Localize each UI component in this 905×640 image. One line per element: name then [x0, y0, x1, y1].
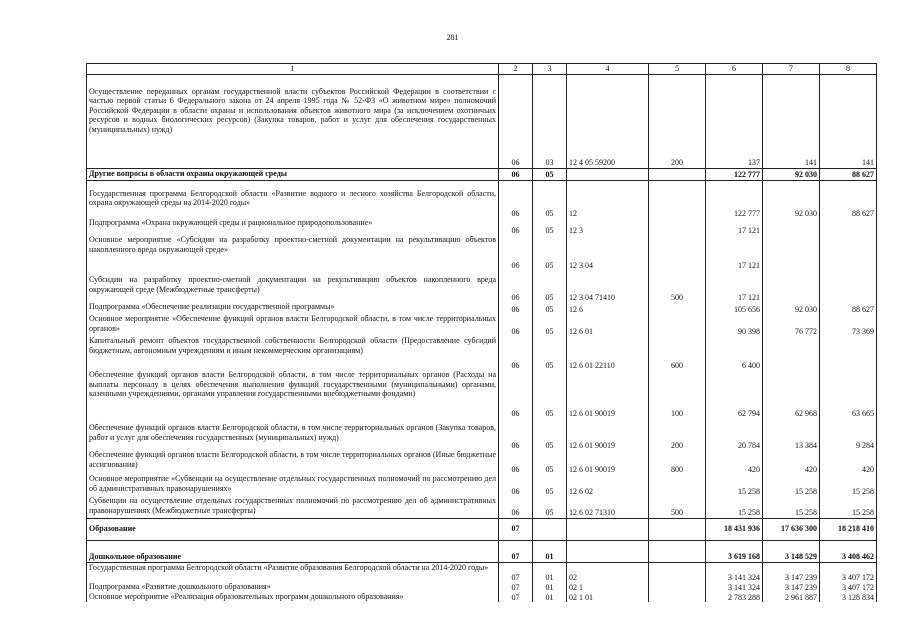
column-header: 7	[763, 64, 820, 75]
target-article-code: 12 4 05 59200	[567, 74, 649, 168]
section-code: 06	[499, 270, 533, 302]
amount-col-6: 122 777	[706, 180, 763, 218]
expense-type-code	[649, 592, 706, 602]
column-header: 8	[820, 64, 877, 75]
amount-col-6: 17 121	[706, 235, 763, 270]
amount-col-7	[763, 336, 820, 370]
table-row	[87, 370, 877, 418]
amount-col-6: 90 398	[706, 314, 763, 336]
column-number-header	[87, 64, 877, 75]
amount-col-7: 2 961 887	[763, 592, 820, 602]
table-row	[87, 518, 877, 540]
amount-col-6: 3 619 168	[706, 540, 763, 562]
subsection-code: 01	[533, 562, 567, 582]
section-code: 06	[499, 314, 533, 336]
target-article-code: 12 6 01	[567, 314, 649, 336]
column-header: 3	[533, 64, 567, 75]
amount-col-8: 73 369	[820, 314, 877, 336]
amount-col-6: 122 777	[706, 168, 763, 180]
row-description: Основное мероприятие «Субвенции на осуществление отдельных государственных полномочий по рассмотрению дел об административных правонарушениях»	[87, 474, 499, 496]
amount-col-6: 137	[706, 74, 763, 168]
subsection-code: 01	[533, 582, 567, 592]
row-description: Другие вопросы в области охраны окружающей среды	[87, 168, 499, 180]
table-row	[87, 540, 877, 562]
target-article-code: 12	[567, 180, 649, 218]
amount-col-7: 141	[763, 74, 820, 168]
subsection-code: 01	[533, 592, 567, 602]
target-article-code: 12 3 04	[567, 235, 649, 270]
amount-col-7: 62 968	[763, 370, 820, 418]
expense-type-code	[649, 562, 706, 582]
amount-col-7: 15 258	[763, 474, 820, 496]
target-article-code: 02	[567, 562, 649, 582]
section-code: 06	[499, 474, 533, 496]
section-code: 06	[499, 74, 533, 168]
amount-col-6: 420	[706, 450, 763, 474]
target-article-code	[567, 168, 649, 180]
expense-type-code	[649, 518, 706, 540]
amount-col-6: 105 656	[706, 302, 763, 314]
page-number: 281	[446, 33, 459, 42]
section-code: 06	[499, 218, 533, 235]
amount-col-6: 18 431 936	[706, 518, 763, 540]
expense-type-code	[649, 302, 706, 314]
row-description: Основное мероприятие «Субсидии на разработку проектно-сметной документации на рекультивацию объектов накопленного вреда окружающей среде»	[87, 235, 499, 270]
amount-col-8: 420	[820, 450, 877, 474]
amount-col-6: 2 783 288	[706, 592, 763, 602]
section-code: 06	[499, 302, 533, 314]
column-header: 5	[649, 64, 706, 75]
amount-col-8	[820, 270, 877, 302]
amount-col-8: 63 665	[820, 370, 877, 418]
amount-col-8: 3 407 172	[820, 582, 877, 592]
amount-col-8: 9 284	[820, 418, 877, 450]
row-description: Субвенции на осуществление отдельных государственных полномочий по рассмотрению дел об административных правонарушениях (Межбюджетные трансферты)	[87, 496, 499, 518]
table-row	[87, 314, 877, 336]
amount-col-7: 3 147 239	[763, 562, 820, 582]
amount-col-6: 62 794	[706, 370, 763, 418]
row-description: Государственная программа Белгородской области «Развитие образования Белгородской области на 2014-2020 годы»	[87, 562, 499, 582]
target-article-code: 12 6 02 71310	[567, 496, 649, 518]
expense-type-code: 200	[649, 418, 706, 450]
row-description: Основное мероприятие «Реализация образовательных программ дошкольного образования»	[87, 592, 499, 602]
amount-col-7	[763, 235, 820, 270]
amount-col-6: 6 400	[706, 336, 763, 370]
amount-col-8	[820, 235, 877, 270]
budget-table	[86, 63, 877, 602]
amount-col-6: 15 258	[706, 474, 763, 496]
column-header: 2	[499, 64, 533, 75]
amount-col-8: 3 408 462	[820, 540, 877, 562]
amount-col-8: 15 258	[820, 496, 877, 518]
subsection-code: 05	[533, 314, 567, 336]
row-description: Осуществление переданных органам государственной власти субъектов Российской Федерации в соответствии с частью первой статьи 6 Федерального закона от 24 апреля 1995 года № 52-ФЗ «О животном мире» полномочий Российской Федерации в области охраны и использования объектов животного мира (за исключением охотничьих ресурсов и водных биологических ресурсов) (Закупка товаров, работ и услуг для обеспечения государственных (муниципальных) нужд)	[87, 74, 499, 168]
target-article-code: 12 6 01 22110	[567, 336, 649, 370]
target-article-code: 12 3 04 71410	[567, 270, 649, 302]
section-code: 06	[499, 336, 533, 370]
table-row	[87, 302, 877, 314]
table-row	[87, 168, 877, 180]
row-description: Субсидии на разработку проектно-сметной документации на рекультивацию объектов накопленного вреда окружающей среде (Межбюджетные трансферты)	[87, 270, 499, 302]
section-code: 07	[499, 582, 533, 592]
section-code: 06	[499, 168, 533, 180]
amount-col-7: 3 147 239	[763, 582, 820, 592]
expense-type-code: 800	[649, 450, 706, 474]
section-code: 06	[499, 418, 533, 450]
target-article-code: 02 1	[567, 582, 649, 592]
row-description: Образование	[87, 518, 499, 540]
subsection-code: 05	[533, 418, 567, 450]
row-description: Обеспечение функций органов власти Белгородской области, в том числе территориальных органов (Закупка товаров, работ и услуг для обеспечения государственных (муниципальных) нужд)	[87, 418, 499, 450]
amount-col-7: 76 772	[763, 314, 820, 336]
row-description: Дошкольное образование	[87, 540, 499, 562]
amount-col-7	[763, 270, 820, 302]
subsection-code: 05	[533, 496, 567, 518]
subsection-code: 05	[533, 168, 567, 180]
subsection-code: 05	[533, 370, 567, 418]
amount-col-8: 88 627	[820, 180, 877, 218]
table-row	[87, 450, 877, 474]
row-description: Обеспечение функций органов власти Белгородской области, в том числе территориальных органов (Расходы на выплаты персоналу в целях обеспечения выполнения функций государственными (муниципальными) органами, казенными учреждениями, органами управления государственными внебюджетными фондами)	[87, 370, 499, 418]
row-description: Обеспечение функций органов власти Белгородской области, в том числе территориальных органов (Иные бюджетные ассигнования)	[87, 450, 499, 474]
target-article-code: 12 6	[567, 302, 649, 314]
row-description: Подпрограмма «Обеспечение реализации государственной программы»	[87, 302, 499, 314]
expense-type-code	[649, 540, 706, 562]
amount-col-8: 88 627	[820, 302, 877, 314]
amount-col-8: 88 627	[820, 168, 877, 180]
row-description: Капитальный ремонт объектов государственной собственности Белгородской области (Предоставление субсидий бюджетным, автономным учреждениям и иным некоммерческим организациям)	[87, 336, 499, 370]
table-row	[87, 592, 877, 602]
column-header: 1	[87, 64, 499, 75]
subsection-code: 05	[533, 336, 567, 370]
column-header: 4	[567, 64, 649, 75]
amount-col-6: 3 141 324	[706, 562, 763, 582]
table-row	[87, 218, 877, 235]
subsection-code: 05	[533, 450, 567, 474]
section-code: 06	[499, 370, 533, 418]
amount-col-7: 420	[763, 450, 820, 474]
section-code: 06	[499, 180, 533, 218]
table-row	[87, 582, 877, 592]
table-row	[87, 336, 877, 370]
amount-col-6: 17 121	[706, 270, 763, 302]
amount-col-6: 17 121	[706, 218, 763, 235]
table-row	[87, 74, 877, 168]
amount-col-7: 92 030	[763, 302, 820, 314]
expense-type-code: 600	[649, 336, 706, 370]
target-article-code: 12 6 01 90019	[567, 418, 649, 450]
amount-col-8: 3 128 834	[820, 592, 877, 602]
row-description: Подпрограмма «Развитие дошкольного образования»	[87, 582, 499, 592]
table-row	[87, 418, 877, 450]
subsection-code: 01	[533, 540, 567, 562]
row-description: Подпрограмма «Охрана окружающей среды и рациональное природопользование»	[87, 218, 499, 235]
expense-type-code	[649, 474, 706, 496]
budget-table-container	[86, 63, 876, 602]
subsection-code: 05	[533, 474, 567, 496]
subsection-code: 05	[533, 270, 567, 302]
amount-col-8: 141	[820, 74, 877, 168]
target-article-code	[567, 540, 649, 562]
amount-col-8: 3 407 172	[820, 562, 877, 582]
target-article-code: 12 6 01 90019	[567, 370, 649, 418]
target-article-code: 12 6 02	[567, 474, 649, 496]
section-code: 07	[499, 540, 533, 562]
target-article-code: 02 1 01	[567, 592, 649, 602]
table-row	[87, 562, 877, 582]
amount-col-7: 92 030	[763, 168, 820, 180]
amount-col-7	[763, 218, 820, 235]
amount-col-6: 3 141 324	[706, 582, 763, 592]
amount-col-8	[820, 218, 877, 235]
target-article-code: 12 3	[567, 218, 649, 235]
subsection-code: 03	[533, 74, 567, 168]
expense-type-code	[649, 180, 706, 218]
section-code: 07	[499, 518, 533, 540]
expense-type-code	[649, 218, 706, 235]
expense-type-code: 200	[649, 74, 706, 168]
amount-col-7: 3 148 529	[763, 540, 820, 562]
subsection-code: 05	[533, 302, 567, 314]
expense-type-code: 100	[649, 370, 706, 418]
amount-col-7: 92 030	[763, 180, 820, 218]
amount-col-8: 18 218 410	[820, 518, 877, 540]
row-description: Основное мероприятие «Обеспечение функций органов власти Белгородской области, в том числе территориальных органов»	[87, 314, 499, 336]
expense-type-code	[649, 314, 706, 336]
subsection-code: 05	[533, 218, 567, 235]
row-description: Государственная программа Белгородской области «Развитие водного и лесного хозяйства Белгородской области, охрана окружающей среды на 2014-2020 годы»	[87, 180, 499, 218]
column-header: 6	[706, 64, 763, 75]
target-article-code	[567, 518, 649, 540]
amount-col-7: 17 636 300	[763, 518, 820, 540]
expense-type-code	[649, 235, 706, 270]
amount-col-8: 15 258	[820, 474, 877, 496]
table-row	[87, 496, 877, 518]
table-row	[87, 235, 877, 270]
expense-type-code: 500	[649, 496, 706, 518]
amount-col-8	[820, 336, 877, 370]
expense-type-code: 500	[649, 270, 706, 302]
subsection-code: 05	[533, 180, 567, 218]
section-code: 06	[499, 235, 533, 270]
subsection-code: 05	[533, 235, 567, 270]
amount-col-7: 13 384	[763, 418, 820, 450]
amount-col-6: 20 784	[706, 418, 763, 450]
table-row	[87, 180, 877, 218]
target-article-code: 12 6 01 90019	[567, 450, 649, 474]
subsection-code	[533, 518, 567, 540]
amount-col-7: 15 258	[763, 496, 820, 518]
table-row	[87, 270, 877, 302]
expense-type-code	[649, 168, 706, 180]
section-code: 06	[499, 496, 533, 518]
section-code: 06	[499, 450, 533, 474]
expense-type-code	[649, 582, 706, 592]
section-code: 07	[499, 592, 533, 602]
table-row	[87, 474, 877, 496]
amount-col-6: 15 258	[706, 496, 763, 518]
section-code: 07	[499, 562, 533, 582]
